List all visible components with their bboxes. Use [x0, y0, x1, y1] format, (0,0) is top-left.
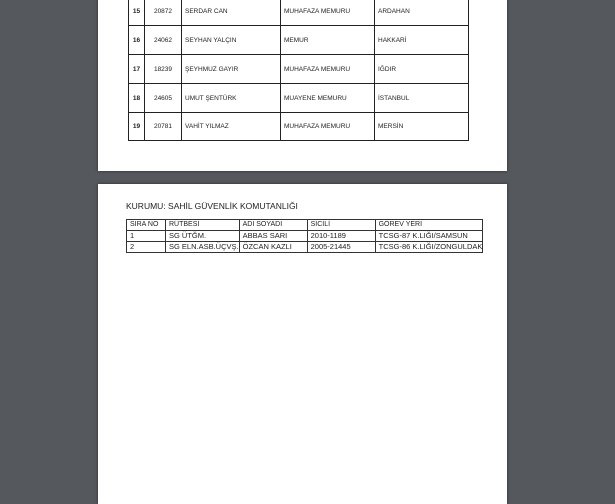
row-number: 2 [127, 242, 166, 253]
rank: SG ELN.ASB.ÜÇVŞ. [166, 242, 240, 253]
table-row [129, 26, 469, 55]
header-gorev: GÖREV YERİ [375, 220, 483, 231]
province: MERSİN [375, 113, 469, 141]
registry-number: 20781 [145, 113, 182, 141]
table-row [129, 0, 469, 26]
header-rutbe: RÜTBESİ [166, 220, 240, 231]
province: ARDAHAN [375, 0, 469, 26]
registry-number: 24062 [145, 26, 182, 55]
coast-guard-table [126, 219, 483, 253]
registry-number: 20872 [145, 0, 182, 26]
title: MUAYENE MEMURU [281, 84, 375, 113]
title: MUHAFAZA MEMURU [281, 55, 375, 84]
registry-number: 2005-21445 [307, 242, 375, 253]
table-row [129, 113, 469, 141]
row-number: 15 [129, 0, 145, 26]
province: IĞDIR [375, 55, 469, 84]
full-name: VAHİT YILMAZ [182, 113, 281, 141]
institution-heading: KURUMU: SAHİL GÜVENLİK KOMUTANLIĞI [126, 201, 298, 211]
registry-number: 2010-1189 [307, 231, 375, 242]
duty-station: TCSG-87 K.LIĞI/SAMSUN [375, 231, 483, 242]
full-name: ABBAS SARI [239, 231, 307, 242]
province: İSTANBUL [375, 84, 469, 113]
row-number: 16 [129, 26, 145, 55]
table-header-row [127, 220, 483, 231]
title: MUHAFAZA MEMURU [281, 0, 375, 26]
duty-station: TCSG-86 K.LIĞI/ZONGULDAK [375, 242, 483, 253]
table-row [129, 84, 469, 113]
table-row [127, 242, 483, 253]
personnel-table [128, 0, 469, 141]
row-number: 18 [129, 84, 145, 113]
header-adi: ADI SOYADI [239, 220, 307, 231]
full-name: UMUT ŞENTÜRK [182, 84, 281, 113]
full-name: SERDAR CAN [182, 0, 281, 26]
header-sicil: SİCİLİ [307, 220, 375, 231]
registry-number: 24605 [145, 84, 182, 113]
full-name: SEYHAN YALÇIN [182, 26, 281, 55]
full-name: ŞEYHMUZ GAYIR [182, 55, 281, 84]
rank: SG ÜTĞM. [166, 231, 240, 242]
table-row [129, 55, 469, 84]
title: MUHAFAZA MEMURU [281, 113, 375, 141]
full-name: ÖZCAN KAZLI [239, 242, 307, 253]
document-page-2 [98, 184, 507, 504]
province: HAKKARİ [375, 26, 469, 55]
row-number: 1 [127, 231, 166, 242]
document-page-1 [98, 0, 507, 171]
row-number: 17 [129, 55, 145, 84]
row-number: 19 [129, 113, 145, 141]
title: MEMUR [281, 26, 375, 55]
header-sira: SIRA NO [127, 220, 166, 231]
registry-number: 18239 [145, 55, 182, 84]
table-row [127, 231, 483, 242]
